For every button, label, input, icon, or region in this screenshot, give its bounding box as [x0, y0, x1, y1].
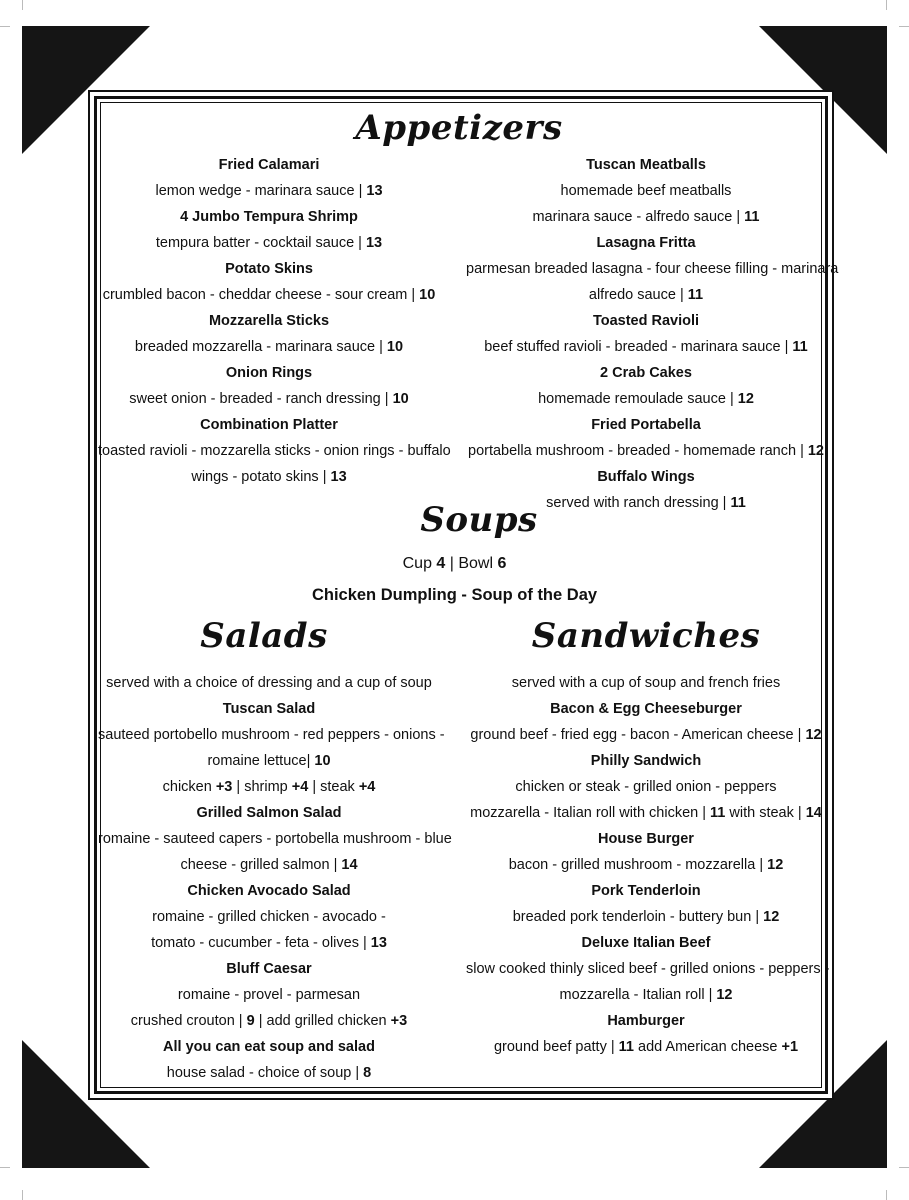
- menu-item-name: Lasagna Fritta: [596, 235, 696, 251]
- menu-item-description: [98, 438, 451, 464]
- soup-of-the-day: Chicken Dumpling - Soup of the Day: [311, 586, 598, 604]
- menu-item-text: chicken or steak - grilled onion - peppers: [515, 779, 777, 795]
- menu-item-text: marinara sauce - alfredo sauce |: [532, 209, 745, 225]
- menu-item-name: Bacon & Egg Cheeseburger: [550, 701, 742, 717]
- menu-item-text: breaded mozzarella - marinara sauce |: [134, 339, 387, 355]
- menu-item-text: bacon - grilled mushroom - mozzarella |: [508, 857, 768, 873]
- menu-item-text: breaded pork tenderloin - buttery bun |: [512, 909, 764, 925]
- menu-item-description: [98, 982, 440, 1008]
- menu-item-price: 12: [763, 909, 780, 925]
- menu-item-price: 11: [618, 1039, 634, 1055]
- cup-price: 4: [436, 555, 446, 572]
- crop-mark: [899, 1167, 909, 1168]
- menu-item-description: [98, 386, 440, 412]
- cup-label: Cup: [402, 555, 437, 572]
- menu-item-description: [466, 904, 826, 930]
- menu-item-name: Onion Rings: [225, 365, 313, 381]
- menu-item-description: [466, 800, 826, 826]
- menu-item-text: beef stuffed ravioli - breaded - marinara sauce |: [484, 339, 793, 355]
- menu-item-text: alfredo sauce |: [588, 287, 688, 303]
- menu-item-price: +4: [291, 779, 309, 795]
- menu-item-text: mozzarella - Italian roll |: [559, 987, 717, 1003]
- menu-item-price: 9: [246, 1013, 255, 1029]
- menu-item-text: toasted ravioli - mozzarella sticks - onion rings - buffalo: [98, 443, 451, 459]
- menu-item-name: Mozzarella Sticks: [208, 313, 330, 329]
- menu-item-text: romaine - provel - parmesan: [177, 987, 361, 1003]
- appetizers-heading: Appetizers: [355, 108, 563, 148]
- menu-item-name: Grilled Salmon Salad: [196, 805, 342, 821]
- menu-item-name: Buffalo Wings: [597, 469, 695, 485]
- menu-item-price: 10: [419, 287, 436, 303]
- menu-item-name: 4 Jumbo Tempura Shrimp: [180, 209, 358, 225]
- menu-item-text: cheese - grilled salmon |: [180, 857, 342, 873]
- menu-item-name: House Burger: [598, 831, 694, 847]
- menu-item-description: [466, 438, 826, 464]
- menu-item-description: [98, 904, 440, 930]
- menu-item-text: mozzarella - Italian roll with chicken |: [470, 805, 711, 821]
- menu-item-description: [466, 982, 826, 1008]
- menu-item-text: sauteed portobello mushroom - red peppers - onions -: [98, 727, 445, 743]
- menu-item-price: 11: [687, 287, 704, 303]
- crop-mark: [0, 26, 10, 27]
- menu-item-description: [98, 852, 440, 878]
- menu-item-text: romaine - sauteed capers - portobella mushroom - blue: [98, 831, 452, 847]
- menu-item-description: [466, 386, 826, 412]
- bowl-price: 6: [497, 555, 507, 572]
- menu-item-price: 12: [716, 987, 733, 1003]
- menu-item-name: Tuscan Meatballs: [586, 157, 706, 173]
- menu-item-description: [98, 722, 445, 748]
- menu-item-name: Chicken Avocado Salad: [187, 883, 351, 899]
- menu-item-name: Potato Skins: [225, 261, 313, 277]
- menu-item-description: [466, 774, 826, 800]
- menu-item-description: [466, 1034, 826, 1060]
- menu-item-text: crumbled bacon - cheddar cheese - sour cream |: [102, 287, 420, 303]
- menu-item-name: Bluff Caesar: [226, 961, 312, 977]
- menu-item-price: 8: [363, 1065, 372, 1081]
- soup-prices: [0, 551, 909, 577]
- menu-item-name: Combination Platter: [200, 417, 338, 433]
- soup-featured: [0, 582, 909, 608]
- menu-item-description: [98, 748, 440, 774]
- menu-item-price: 13: [370, 935, 387, 951]
- crop-mark: [22, 0, 23, 10]
- menu-item-price: 13: [365, 235, 383, 251]
- crop-mark: [0, 1167, 10, 1168]
- menu-item-text: | add grilled chicken: [254, 1013, 391, 1029]
- menu-item-name: Pork Tenderloin: [591, 883, 701, 899]
- menu-item-price: 12: [807, 443, 824, 459]
- menu-item-description: [466, 204, 826, 230]
- menu-item-price: +3: [390, 1013, 408, 1029]
- menu-item-price: 14: [341, 857, 358, 873]
- menu-item-text: ground beef - fried egg - bacon - American cheese |: [470, 727, 806, 743]
- section-intro: served with a cup of soup and french fries: [511, 675, 781, 691]
- menu-item-text: romaine - grilled chicken - avocado -: [152, 909, 386, 925]
- menu-item-name: Deluxe Italian Beef: [581, 935, 711, 951]
- menu-item-name: Toasted Ravioli: [592, 313, 700, 329]
- menu-item-price: +3: [215, 779, 233, 795]
- menu-item-text: crushed crouton |: [130, 1013, 247, 1029]
- menu-item-description: [98, 464, 440, 490]
- menu-item-text: lemon wedge - marinara sauce |: [155, 183, 367, 199]
- menu-item-name: All you can eat soup and salad: [163, 1039, 375, 1055]
- menu-item-description: [98, 826, 452, 852]
- salads-heading: Salads: [200, 616, 328, 656]
- menu-item-text: romaine lettuce|: [207, 753, 315, 769]
- menu-item-name: 2 Crab Cakes: [600, 365, 692, 381]
- menu-item-text: tempura batter - cocktail sauce |: [155, 235, 366, 251]
- menu-item-description: [98, 178, 440, 204]
- menu-item-price: 11: [792, 339, 808, 355]
- menu-item-name: Hamburger: [607, 1013, 685, 1029]
- menu-item-text: portabella mushroom - breaded - homemade ranch |: [468, 443, 808, 459]
- menu-item-text: wings - potato skins |: [191, 469, 331, 485]
- menu-item-price: 12: [805, 727, 822, 743]
- crop-mark: [22, 1190, 23, 1200]
- menu-item-description: [98, 930, 440, 956]
- menu-item-text: add American cheese: [633, 1039, 782, 1055]
- menu-item-text: | shrimp: [232, 779, 292, 795]
- menu-item-description: [466, 178, 826, 204]
- price-separator: |: [445, 555, 459, 572]
- menu-item-description: [466, 852, 826, 878]
- menu-item-price: 14: [805, 805, 822, 821]
- menu-item-name: Tuscan Salad: [222, 701, 316, 717]
- menu-item-price: 13: [366, 183, 383, 199]
- menu-item-price: 10: [392, 391, 409, 407]
- menu-item-text: slow cooked thinly sliced beef - grilled onions - peppers -: [466, 961, 830, 977]
- menu-item-price: +1: [781, 1039, 799, 1055]
- crop-mark: [899, 26, 909, 27]
- menu-item-price: 11: [730, 495, 746, 511]
- menu-item-text: sweet onion - breaded - ranch dressing |: [129, 391, 393, 407]
- menu-item-price: 10: [386, 339, 404, 355]
- menu-item-text: | steak: [308, 779, 359, 795]
- menu-item-price: 11: [744, 209, 760, 225]
- menu-item-description: [466, 334, 826, 360]
- crop-mark: [886, 0, 887, 10]
- salads-column: [98, 670, 452, 1086]
- appetizers-right-column: [466, 152, 839, 516]
- menu-item-description: [98, 1008, 440, 1034]
- menu-item-description: [466, 722, 826, 748]
- menu-item-name: Fried Portabella: [591, 417, 701, 433]
- menu-item-description: [466, 256, 839, 282]
- menu-item-text: served with ranch dressing |: [546, 495, 731, 511]
- menu-item-text: ground beef patty |: [493, 1039, 619, 1055]
- menu-item-text: with steak |: [725, 805, 806, 821]
- menu-item-text: chicken: [162, 779, 216, 795]
- menu-item-description: [98, 230, 440, 256]
- sandwiches-heading: Sandwiches: [531, 616, 761, 656]
- menu-item-name: Fried Calamari: [218, 157, 320, 173]
- menu-item-text: tomato - cucumber - feta - olives |: [151, 935, 371, 951]
- menu-item-price: +4: [358, 779, 376, 795]
- menu-item-price: 10: [314, 753, 331, 769]
- menu-item-price: 12: [737, 391, 754, 407]
- section-intro: served with a choice of dressing and a cup of soup: [106, 675, 432, 691]
- menu-item-description: [98, 774, 440, 800]
- menu-item-description: [466, 956, 830, 982]
- menu-item-description: [98, 282, 440, 308]
- menu-item-description: [466, 490, 826, 516]
- menu-item-text: parmesan breaded lasagna - four cheese filling - marinara: [466, 261, 839, 277]
- appetizers-left-column: [98, 152, 451, 490]
- menu-item-text: homemade remoulade sauce |: [538, 391, 738, 407]
- sandwiches-column: [466, 670, 830, 1060]
- bowl-label: Bowl: [458, 555, 498, 572]
- menu-item-description: [98, 1060, 440, 1086]
- menu-item-price: 12: [767, 857, 784, 873]
- menu-item-description: [466, 282, 826, 308]
- menu-item-price: 11: [710, 805, 726, 821]
- menu-item-description: [98, 334, 440, 360]
- menu-item-text: homemade beef meatballs: [560, 183, 732, 199]
- menu-item-name: Philly Sandwich: [590, 753, 702, 769]
- menu-item-price: 13: [330, 469, 347, 485]
- soups-heading: Soups: [420, 500, 538, 540]
- crop-mark: [886, 1190, 887, 1200]
- menu-item-text: house salad - choice of soup |: [166, 1065, 364, 1081]
